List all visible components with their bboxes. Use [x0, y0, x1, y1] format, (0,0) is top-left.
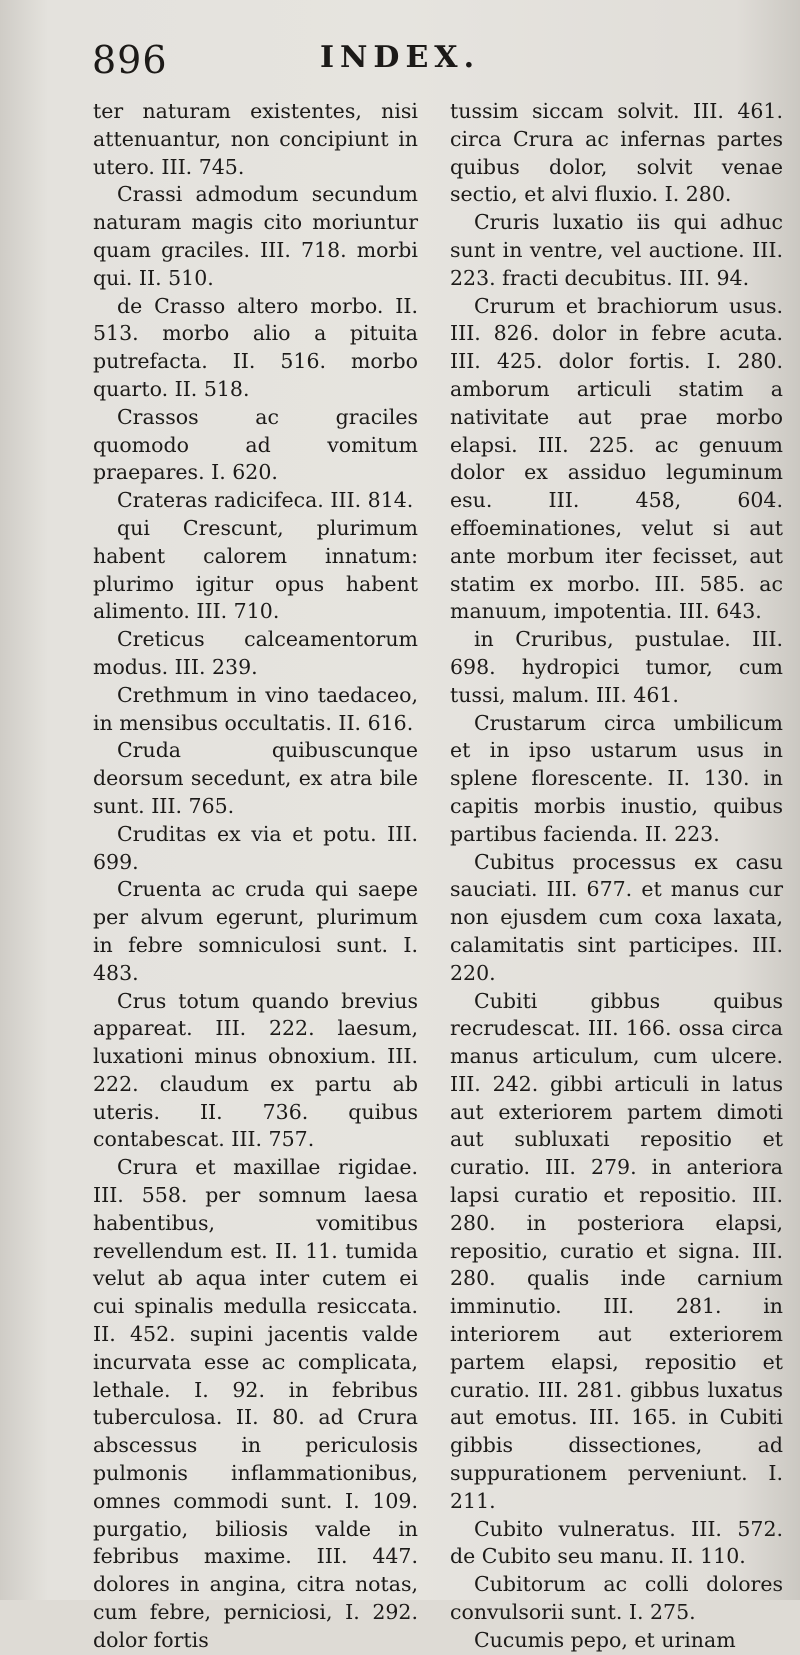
index-entry: in Cruribus, pustulae. III. 698. hydropici tumor, cum tussi, malum. III. 461.	[450, 627, 783, 707]
running-head: INDEX.	[319, 40, 481, 75]
index-entry: Cruditas ex via et potu. III. 699.	[93, 821, 418, 874]
index-columns	[93, 98, 783, 1652]
index-entry: ter naturam existentes, nisi attenuantur, non concipiunt in utero. III. 745.	[93, 99, 418, 179]
left-column	[93, 98, 418, 1655]
page-number: 896	[92, 38, 168, 82]
index-entry: Crurum et brachiorum usus. III. 826. dolor in febre acuta. III. 425. dolor fortis. I. 280. amborum articuli statim a nativitate aut prae morbo elapsi. III. 225. ac genuum dolor ex assiduo leguminum esu. III. 458, 604. effoeminationes, velut si aut ante morbum iter fecisset, aut statim ex morbo. III. 585. ac manuum, impotentia. III. 643.	[450, 293, 783, 624]
index-entry: Crura et maxillae rigidae. III. 558. per somnum laesa habentibus, vomitibus revellendum est. II. 11. tumida velut ab aqua inter cutem ei cui spinalis medulla resiccata. II. 452. supini jacentis valde incurvata esse ac complicata, lethale. I. 92. in febribus tuberculosa. II. 80. ad Crura abscessus in periculosis pulmonis inflammationibus, omnes commodi sunt. I. 109. purgatio, biliosis valde in febribus maxime. III. 447. dolores in angina, citra notas, cum febre, perniciosi, I. 292. dolor fortis	[93, 1155, 418, 1652]
index-entry: Crassi admodum secundum naturam magis cito moriuntur quam graciles. III. 718. morbi qui. II. 510.	[93, 182, 418, 290]
index-entry: Crethmum in vino taedaceo, in mensibus occultatis. II. 616.	[93, 682, 418, 735]
index-entry: de Crasso altero morbo. II. 513. morbo alio a pituita putrefacta. II. 516. morbo quarto. II. 518.	[93, 293, 418, 401]
index-entry: Crus totum quando brevius appareat. III. 222. laesum, luxationi minus obnoxium. III. 222. claudum ex partu ab uteris. II. 736. quibus contabescat. III. 757.	[93, 988, 418, 1152]
right-column	[450, 98, 783, 1655]
index-entry: Crustarum circa umbilicum et in ipso ustarum usus in splene florescente. II. 130. in capitis morbis inustio, quibus partibus facienda. II. 223.	[450, 710, 783, 846]
index-entry: Cubitus processus ex casu sauciati. III. 677. et manus cur non ejusdem cum coxa laxata, calamitatis sint participes. III. 220.	[450, 849, 783, 985]
index-entry: Cubiti gibbus quibus recrudescat. III. 166. ossa circa manus articulum, cum ulcere. III. 242. gibbi articuli in latus aut exteriorem partem dimoti aut subluxati repositio et curatio. III. 279. in anteriora lapsi curatio et repositio. III. 280. in posteriora elapsi, repositio, curatio et signa. III. 280. qualis inde carnium imminutio. III. 281. in interiorem aut exteriorem partem elapsi, repositio et curatio. III. 281. gibbus luxatus aut emotus. III. 165. in Cubiti gibbis dissectiones, ad suppurationem perveniunt. I. 211.	[450, 988, 783, 1513]
index-entry: Cruris luxatio iis qui adhuc sunt in ventre, vel auctione. III. 223. fracti decubitus. III. 94.	[450, 210, 783, 290]
index-entry: Cruenta ac cruda qui saepe per alvum egerunt, plurimum in febre somniculosi sunt. I. 483.	[93, 877, 418, 985]
index-entry: qui Crescunt, plurimum habent calorem innatum: plurimo igitur opus habent alimento. III. 710.	[93, 515, 418, 624]
index-entry: Cubitorum ac colli dolores convulsorii sunt. I. 275.	[450, 1572, 783, 1625]
index-entry: Crateras radicifeca. III. 814.	[117, 488, 414, 513]
index-entry: Crassos ac graciles quomodo ad vomitum praepares. I. 620.	[93, 404, 418, 485]
index-entry: Cucumis pepo, et urinam	[474, 1627, 736, 1652]
index-entry: Cruda quibuscunque deorsum secedunt, ex atra bile sunt. III. 765.	[93, 738, 418, 818]
page-header	[0, 38, 800, 98]
index-entry: Cubito vulneratus. III. 572. de Cubito seu manu. II. 110.	[450, 1516, 783, 1569]
index-entry: tussim siccam solvit. III. 461. circa Crura ac infernas partes quibus dolor, solvit venae sectio, et alvi fluxio. I. 280.	[450, 99, 783, 207]
index-entry: Creticus calceamentorum modus. III. 239.	[93, 627, 418, 679]
